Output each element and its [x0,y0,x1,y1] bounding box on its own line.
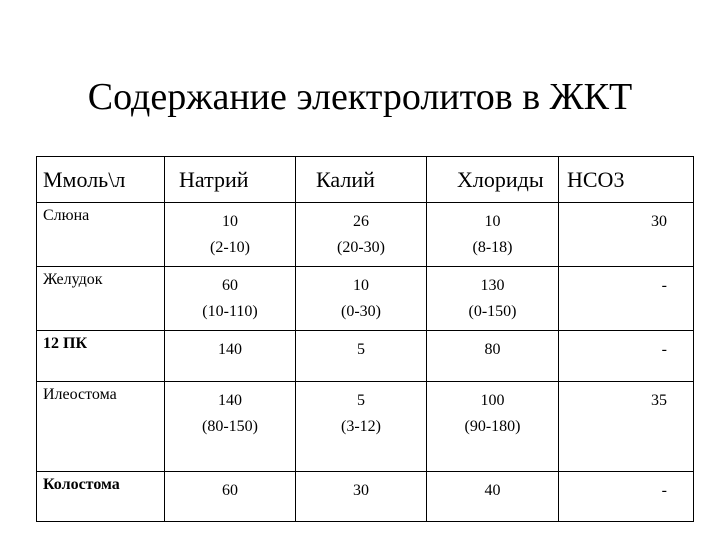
header-unit: Ммоль\л [37,157,165,203]
cell-range: (3-12) [341,418,381,435]
row-label: 12 ПК [37,331,165,382]
table-row [37,267,694,331]
table-cell [296,203,427,267]
electrolyte-table [36,156,694,522]
table-cell [427,331,559,382]
cell-range: (2-10) [210,239,250,256]
cell-value: - [661,341,667,358]
cell-value: 10 [222,213,238,230]
cell-range: (20-30) [337,239,385,256]
table-cell [296,267,427,331]
cell-value: - [661,277,667,294]
cell-value: 10 [484,213,501,230]
cell-value: 80 [484,341,501,358]
header-potassium: Калий [296,157,427,203]
table-cell [427,382,559,472]
table-cell [559,203,694,267]
header-sodium: Натрий [165,157,296,203]
table-cell [559,331,694,382]
table-row [37,382,694,472]
cell-value: 40 [484,482,501,499]
row-label: Слюна [37,203,165,267]
table-cell [559,267,694,331]
table-row [37,331,694,382]
table-cell [165,472,296,522]
table-cell [165,267,296,331]
cell-range: (8-18) [472,239,513,256]
cell-value: 30 [651,213,667,230]
table-cell [165,203,296,267]
table-cell [165,331,296,382]
cell-value: 60 [222,482,238,499]
cell-value: 10 [353,277,369,294]
row-label: Илеостома [37,382,165,472]
table-cell [296,472,427,522]
cell-value: 140 [218,341,242,358]
cell-value: - [661,482,667,499]
table-row [37,203,694,267]
header-chlorides: Хлориды [427,157,559,203]
row-label: Колостома [37,472,165,522]
cell-range: (10-110) [202,303,258,320]
cell-value: 5 [357,341,365,358]
table-cell [427,267,559,331]
slide-title: Содержание электролитов в ЖКТ [87,76,633,118]
header-bicarbonate: НСО3 [559,157,694,203]
cell-value: 60 [222,277,238,294]
table-cell [165,382,296,472]
cell-value: 5 [357,392,365,409]
cell-value: 35 [651,392,667,409]
table-row [37,472,694,522]
cell-value: 30 [353,482,369,499]
cell-range: (0-30) [341,303,381,320]
table-cell [559,382,694,472]
table-cell [559,472,694,522]
table-cell [427,472,559,522]
cell-value: 140 [218,392,242,409]
cell-range: (0-150) [468,303,517,320]
cell-value: 130 [480,277,505,294]
header-row [37,157,694,203]
table-cell [296,331,427,382]
table-cell [427,203,559,267]
cell-value: 100 [480,392,505,409]
cell-value: 26 [353,213,369,230]
table-cell [296,382,427,472]
cell-range: (80-150) [202,418,258,435]
row-label: Желудок [37,267,165,331]
cell-range: (90-180) [464,418,521,435]
